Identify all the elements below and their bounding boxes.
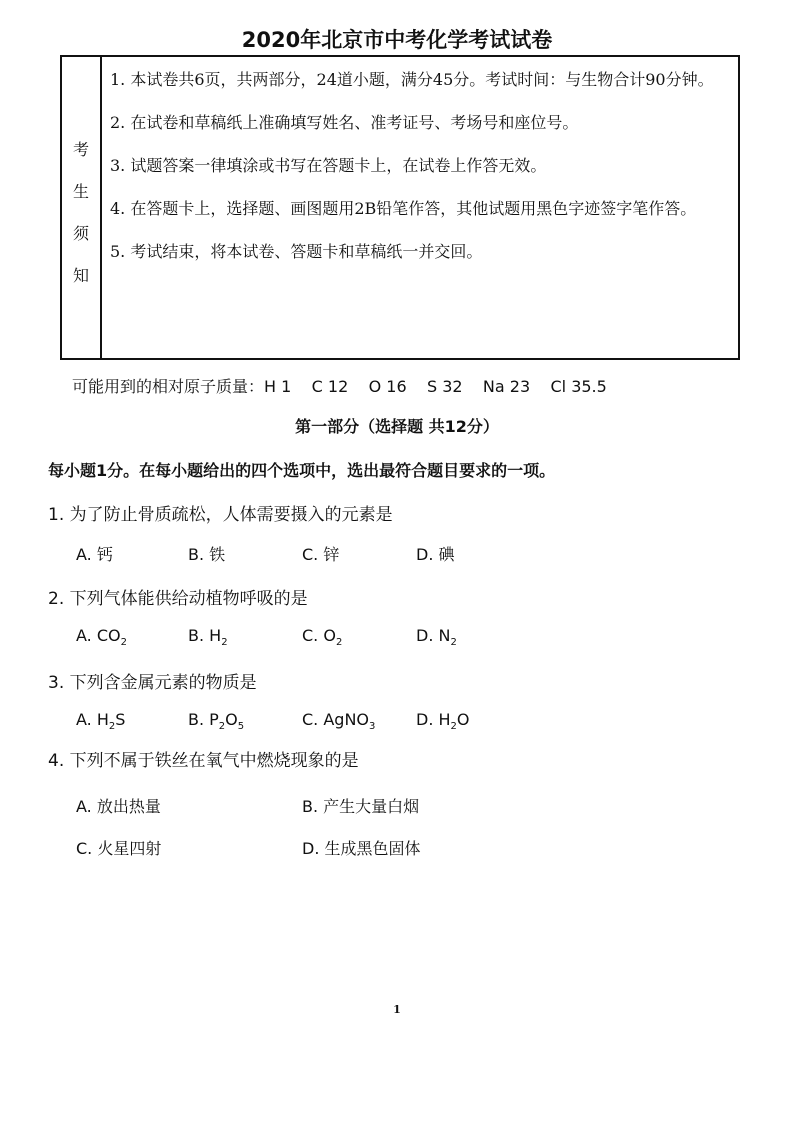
option-d <box>416 626 457 648</box>
notice-header-char: 知 <box>72 266 89 285</box>
formula-text: C. O <box>302 626 336 645</box>
option-b: B. 铁 <box>188 545 226 564</box>
options-row <box>76 542 676 566</box>
section-title: 第一部分（选择题 共12分） <box>295 417 499 436</box>
exam-title: 2020年北京市中考化学考试试卷 <box>241 28 553 52</box>
option-c: C. 火星四射 <box>76 839 162 858</box>
atomic-mass-line: 可能用到的相对原子质量：H 1 C 12 O 16 S 32 Na 23 Cl 35.5 <box>72 377 607 396</box>
option-b <box>188 626 228 648</box>
notice-box <box>60 55 740 360</box>
options-row <box>76 794 676 818</box>
subscript: 2 <box>450 637 457 649</box>
notice-item: 3. 试题答案一律填涂或书写在答题卡上，在试卷上作答无效。 <box>110 156 547 175</box>
options-row <box>76 626 676 650</box>
subscript: 2 <box>120 637 127 649</box>
notice-header-char: 须 <box>72 224 89 243</box>
formula-text: B. P <box>188 710 219 729</box>
formula-text: D. H <box>416 710 451 729</box>
question-stem: 1. 为了防止骨质疏松，人体需要摄入的元素是 <box>48 505 393 525</box>
option-a <box>76 710 125 732</box>
formula-text: S <box>115 710 126 729</box>
option-c <box>302 710 375 732</box>
notice-item: 4. 在答题卡上，选择题、画图题用2B铅笔作答，其他试题用黑色字迹签字笔作答。 <box>110 199 697 218</box>
subscript: 2 <box>108 721 116 733</box>
subscript: 2 <box>335 637 343 649</box>
question-stem: 4. 下列不属于铁丝在氧气中燃烧现象的是 <box>48 751 359 771</box>
option-b <box>188 710 244 732</box>
option-d <box>416 710 470 732</box>
instruction: 每小题1分。在每小题给出的四个选项中，选出最符合题目要求的一项。 <box>48 461 556 480</box>
subscript: 2 <box>218 721 226 733</box>
notice-items <box>110 67 734 282</box>
option-d: D. 生成黑色固体 <box>302 839 421 858</box>
formula-text: A. CO <box>76 626 121 645</box>
page-number: 1 <box>393 1003 401 1016</box>
option-d: D. 碘 <box>416 545 455 564</box>
options-row <box>76 710 676 734</box>
formula-text: O <box>225 710 238 729</box>
option-a: A. 放出热量 <box>76 797 161 816</box>
option-a <box>76 626 127 648</box>
formula-text: O <box>456 710 470 729</box>
notice-header-char: 生 <box>72 182 89 201</box>
formula-text: D. N <box>416 626 451 645</box>
subscript: 2 <box>221 637 228 649</box>
notice-item: 1. 本试卷共6页，共两部分，24道小题，满分45分。考试时间：与生物合计90分钟。 <box>110 70 714 89</box>
notice-item: 2. 在试卷和草稿纸上准确填写姓名、准考证号、考场号和座位号。 <box>110 113 579 132</box>
option-c <box>302 626 342 648</box>
option-a: A. 钙 <box>76 545 113 564</box>
formula-text: C. AgNO <box>302 710 370 729</box>
subscript: 5 <box>237 721 245 733</box>
formula-text: B. H <box>188 626 222 645</box>
subscript: 3 <box>369 721 376 733</box>
question-stem: 2. 下列气体能供给动植物呼吸的是 <box>48 589 308 609</box>
formula-text: A. H <box>76 710 109 729</box>
notice-header-char: 考 <box>72 140 89 159</box>
notice-item: 5. 考试结束，将本试卷、答题卡和草稿纸一并交回。 <box>110 242 483 261</box>
subscript: 2 <box>450 721 457 733</box>
question-stem: 3. 下列含金属元素的物质是 <box>48 673 257 693</box>
option-b: B. 产生大量白烟 <box>302 797 420 816</box>
option-c: C. 锌 <box>302 545 340 564</box>
options-row <box>76 836 676 860</box>
notice-header <box>62 57 102 358</box>
